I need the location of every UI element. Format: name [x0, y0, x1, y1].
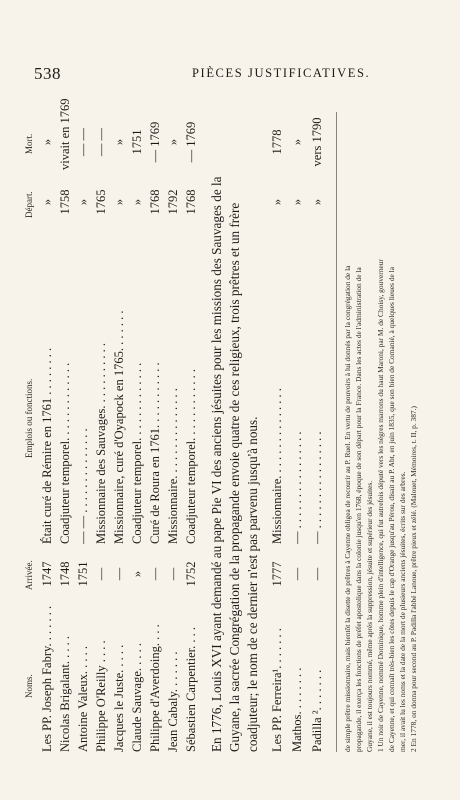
paragraph-line: Guyane, la sacrée Congrégation de la propagande envoie quatre de ces religieux, trois prêtres et un frère	[227, 202, 242, 752]
row-mort: vers 1790	[310, 117, 324, 167]
row-mort: »	[166, 138, 180, 146]
row-name: Les PP. Joseph Fabry. . . . . . .	[40, 605, 54, 752]
row-mort: »	[40, 138, 54, 146]
paragraph-line: En 1776, Louis XVI ayant demandé au pape Pie VI des anciens jésuites pour les missions des Sauvages de la	[209, 176, 224, 752]
row-depart: »	[76, 198, 90, 206]
row-emploi: Missionnaire des Sauvages. . . . . . . . . . .	[94, 342, 108, 544]
footnote-line: propagande, il exerça les fonctions de préfet apostolique dans la colonie jusqu'en 1768, époque de son départ pour la France. Dans les actes de l'administration de la	[354, 267, 363, 752]
row-arrivee: —	[148, 567, 162, 581]
row-mort: 1778	[270, 129, 284, 155]
table-row	[40, 108, 56, 758]
row-arrivee: »	[130, 570, 144, 578]
row-mort: vivait en 1769	[58, 98, 72, 170]
running-head: PIÈCES JUSTIFICATIVES.	[192, 66, 371, 80]
row-emploi: Coadjuteur temporel. . . . . . . . . . . .	[184, 369, 198, 544]
row-depart: 1758	[58, 189, 72, 215]
row-depart: »	[112, 198, 126, 206]
footnote-divider	[336, 112, 337, 752]
row-arrivee: —	[94, 567, 108, 581]
row-emploi: — . . . . . . . . . . . . . . . .	[290, 431, 304, 544]
row-arrivee: —	[166, 567, 180, 581]
page-number: 538	[34, 64, 61, 83]
row-name: Antoine Valeux. . . . .	[76, 645, 90, 752]
row-emploi: Coadjuteur temporel. . . . . . . . . . . . .	[58, 362, 72, 544]
row-depart: 1792	[166, 189, 180, 215]
table-row	[290, 108, 306, 758]
row-depart: 1768	[148, 189, 162, 215]
row-depart: 1768	[184, 189, 198, 215]
footnote-line: 1 Un noir de Cayenne, nommé Dominique, homme plein d'intelligence, qui fut autrefois député vers les nègres marrons du haut Maroni, par M. de Choisy, gouverneur	[376, 259, 385, 752]
row-emploi: Missionnaire, curé d'Oyapock en 1765. . . . . . .	[112, 310, 126, 544]
row-arrivee: 1748	[58, 561, 72, 587]
table-row	[112, 108, 128, 758]
row-mort: — —	[76, 127, 90, 157]
table-row	[148, 108, 164, 758]
row-depart: »	[310, 198, 324, 206]
footnotes	[342, 110, 419, 752]
row-arrivee: —	[112, 567, 126, 581]
row-arrivee: —	[290, 567, 304, 581]
row-name: Mathos. . . . . . . .	[290, 667, 304, 752]
row-arrivee: —	[310, 567, 324, 581]
col-header-depart: Départ.	[24, 191, 34, 218]
table-row	[130, 108, 146, 758]
row-name: Claude Sauvage. . . . .	[130, 642, 144, 752]
row-depart: »	[290, 198, 304, 206]
row-depart: »	[270, 198, 284, 206]
row-emploi: Coadjuteur temporel. . . . . . . . . . . . .	[130, 362, 144, 544]
row-name: Les PP. Ferreira¹. . . . . . .	[270, 628, 284, 752]
table-row	[58, 98, 74, 758]
footnote-line: Guyane, il est toujours nommé, même après la suppression, jésuite et supérieur des jésuites.	[365, 480, 374, 752]
row-mort: — 1769	[148, 121, 162, 163]
table-row	[270, 108, 286, 758]
rotated-content	[24, 98, 444, 758]
table-row	[166, 108, 182, 758]
row-depart: »	[130, 198, 144, 206]
col-header-mort: Mort.	[24, 133, 34, 154]
row-mort: — 1769	[184, 121, 198, 163]
row-emploi: Était curé de Rémire en 1761 . . . . . . . .	[40, 347, 54, 544]
table-row	[76, 108, 92, 758]
row-mort: »	[112, 138, 126, 146]
table-row	[184, 108, 200, 758]
row-name: Nicolas Brigalant. . . . .	[58, 636, 72, 752]
body-paragraph	[208, 112, 262, 752]
footnote-line: mer, il avait lu les noms et la date de la mort de plusieurs anciens jésuites, écrits sur des arbres.	[398, 471, 407, 752]
row-name: Sébastien Carpentier. . . .	[184, 627, 198, 752]
row-name: Jacques le Juste. . . . .	[112, 644, 126, 752]
table-row	[94, 108, 110, 758]
row-mort: — —	[94, 127, 108, 157]
row-emploi: — . . . . . . . . . . . . . . . .	[310, 431, 324, 544]
col-header-names: Noms.	[24, 674, 34, 698]
footnote-line: de Cayenne, et qui connaît très-bien les côtes depuis le cap d'Orange jusqu'au Pérou, disait au P. Abt, en juin 1835, que son bien de Comanié, à quelques lieues de la	[387, 267, 396, 752]
row-depart: 1765	[94, 189, 108, 215]
col-header-emplois: Emplois ou fonctions.	[24, 378, 34, 458]
row-arrivee: 1777	[270, 561, 284, 587]
row-arrivee: 1752	[184, 561, 198, 587]
row-mort: 1751	[130, 129, 144, 155]
row-emploi: Missionnaire. . . . . . . . . . . . . . .	[166, 388, 180, 544]
paragraph-line: coadjuteur; le nom de ce dernier n'est pas parvenu jusqu'à nous.	[245, 416, 260, 752]
row-arrivee: 1747	[40, 561, 54, 587]
row-arrivee: 1751	[76, 561, 90, 587]
row-name: Jean Cabaly. . . . . . .	[166, 651, 180, 752]
row-mort: »	[290, 138, 304, 146]
row-depart: »	[40, 198, 54, 206]
table-row	[310, 108, 326, 758]
row-emploi: Missionnaire. . . . . . . . . . . . . . .	[270, 388, 284, 544]
row-name: Padilla ². . . . . . .	[310, 669, 324, 752]
row-name: Philippe d'Averdoing. . . .	[148, 624, 162, 752]
footnote-line: de simple prêtre missionnaire, mais bientôt la disette de prêtres à Cayenne obligea de recourir au P. Ruel. En vertu de pouvoirs à lui donnés par la congrégation de la	[343, 265, 352, 752]
page-header	[28, 62, 442, 86]
col-header-arrivee: Arrivée.	[24, 560, 34, 590]
footnote-line: 2 En 1778, on donna pour second au P. Padilla l'abbé Lanoue, prêtre pieux et zélé. (Malouet, Mémoires, t. II, p. 387.)	[409, 406, 418, 752]
row-emploi: Curé de Roura en 1761. . . . . . . . . . .	[148, 362, 162, 544]
row-emploi: — — . . . . . . . . . . . . . .	[76, 428, 90, 544]
row-name: Philippe O'Reilly . . . .	[94, 640, 108, 752]
